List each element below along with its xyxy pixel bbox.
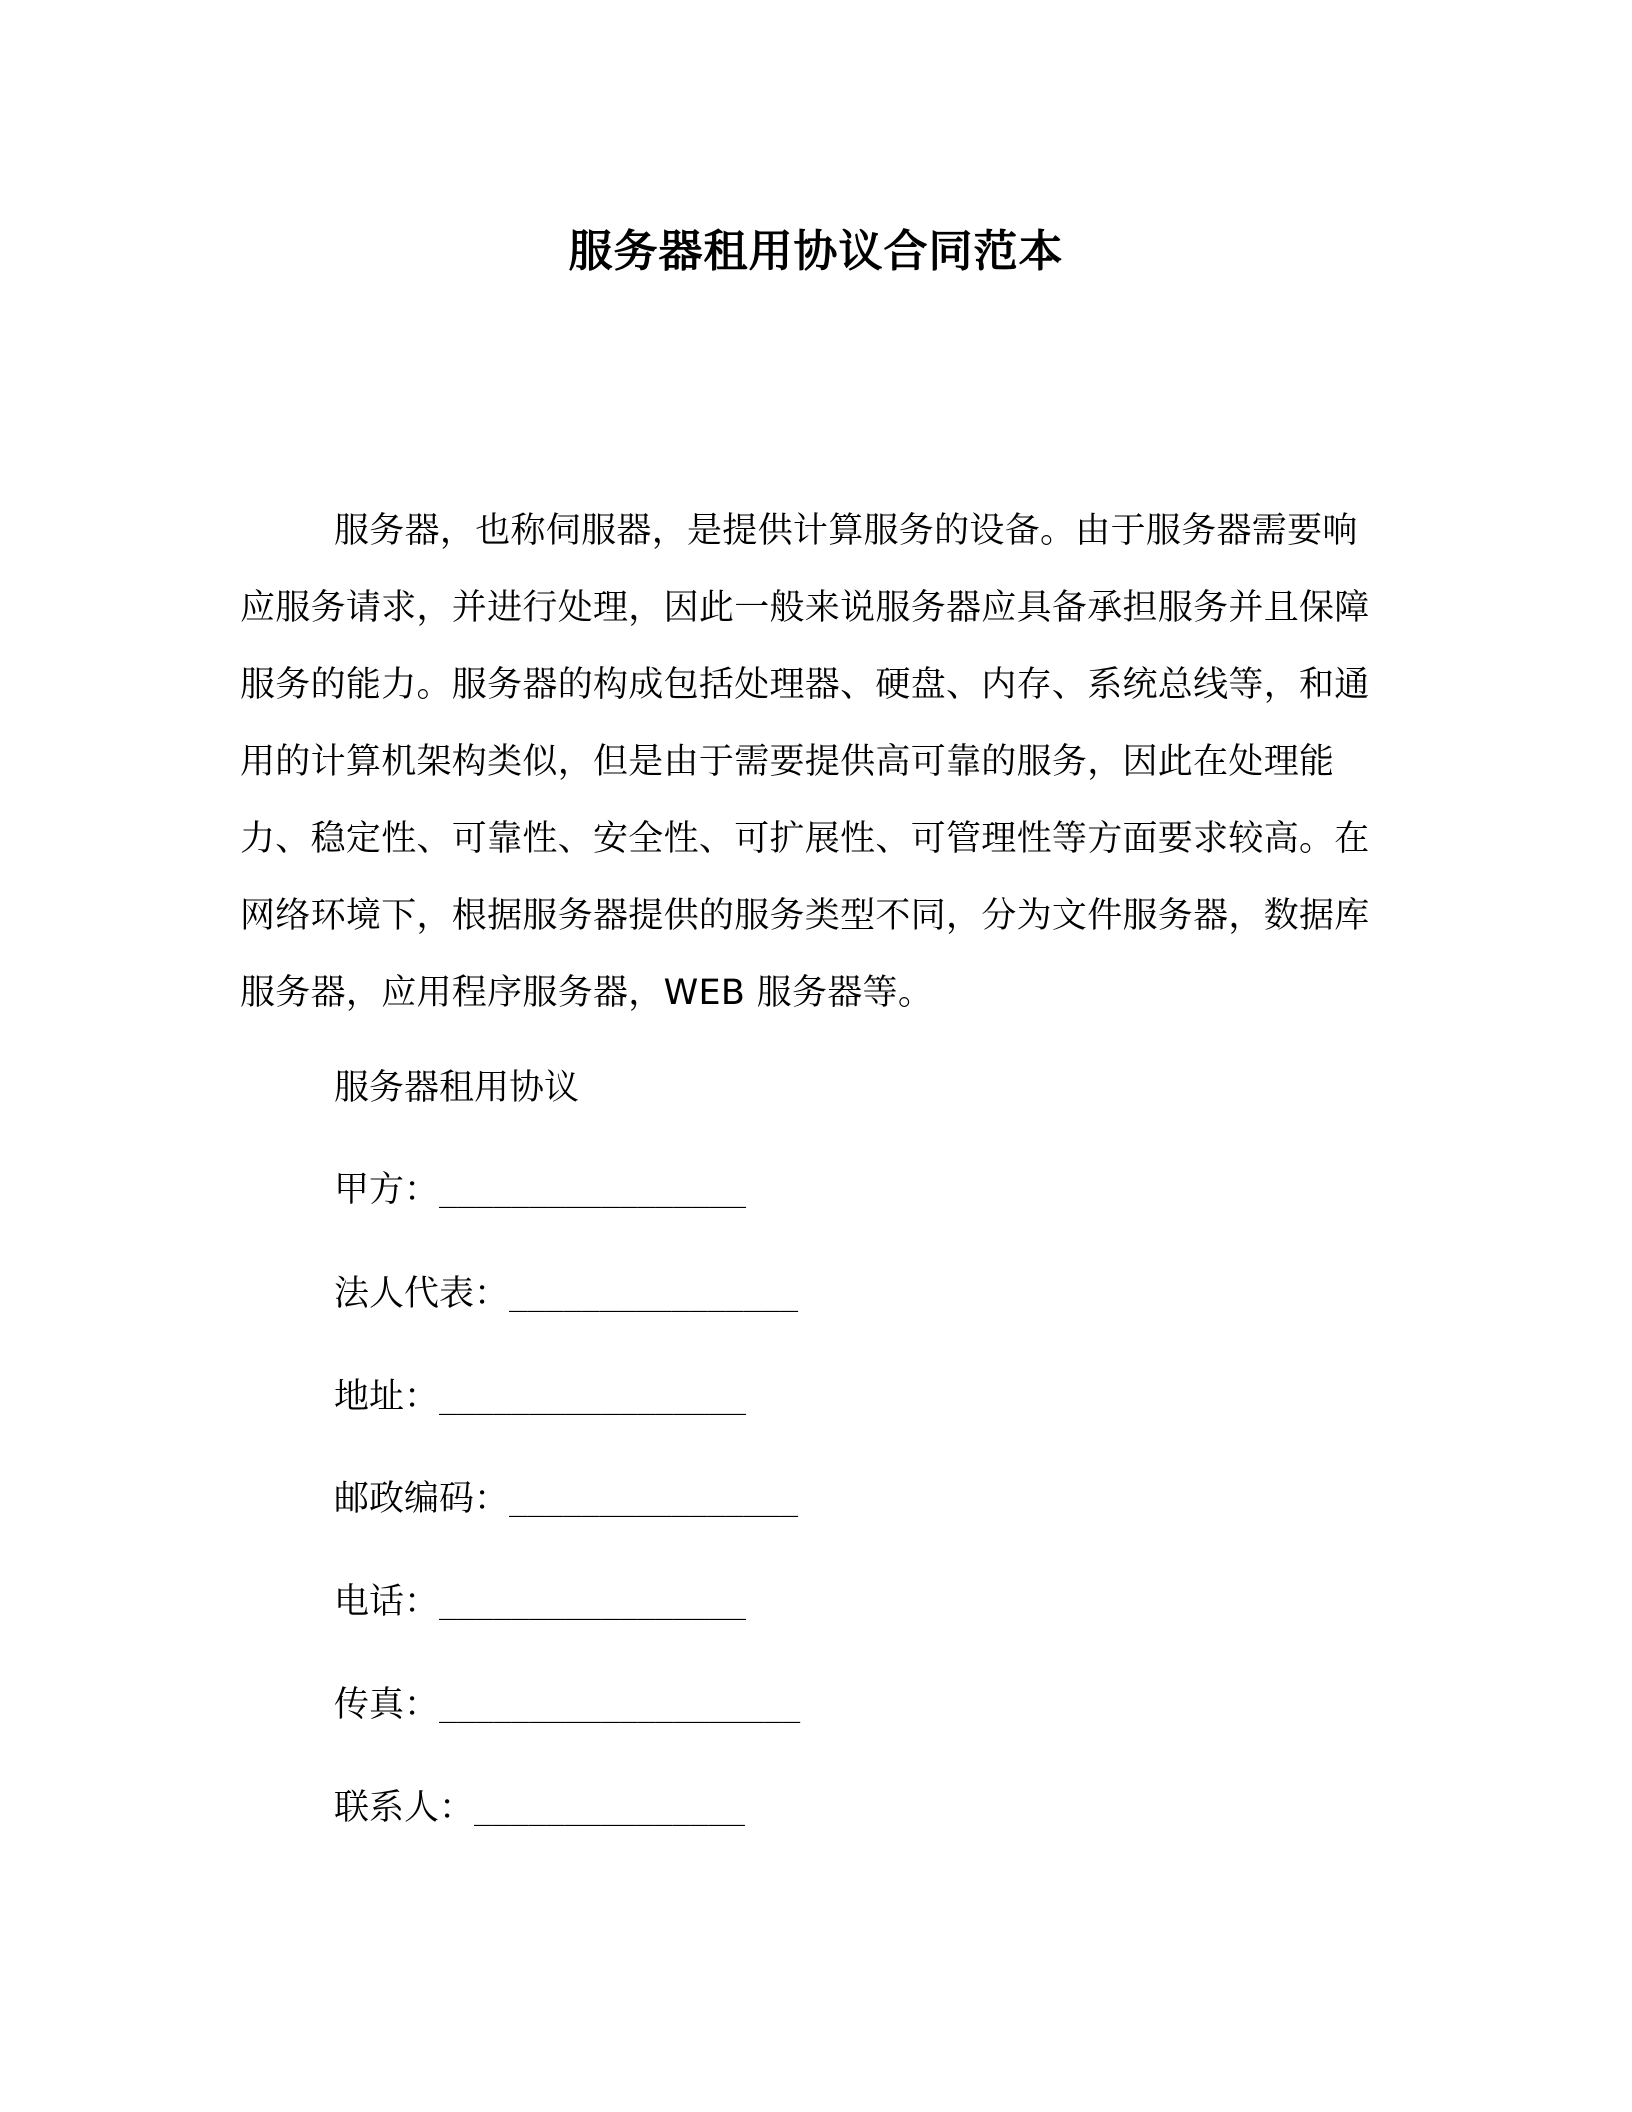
field-label: 邮政编码： bbox=[334, 1479, 510, 1519]
field-label: 法人代表： bbox=[334, 1274, 510, 1314]
fill-in-blank: ____________________ bbox=[439, 1689, 801, 1724]
field-label: 传真： bbox=[334, 1685, 440, 1725]
document-title: 服务器租用协议合同范本 bbox=[568, 226, 1064, 277]
fill-in-blank: ________________ bbox=[509, 1483, 798, 1518]
fill-in-blank: _________________ bbox=[439, 1586, 747, 1621]
fill-in-blank: _______________ bbox=[474, 1792, 745, 1827]
field-label: 联系人： bbox=[334, 1788, 475, 1828]
field-postal-code bbox=[334, 1469, 798, 1531]
field-label: 地址： bbox=[334, 1377, 440, 1417]
fill-in-blank: _________________ bbox=[439, 1381, 747, 1416]
field-party-a bbox=[334, 1160, 746, 1222]
fill-in-blank: _________________ bbox=[439, 1174, 747, 1209]
agreement-heading: 服务器租用协议 bbox=[334, 1068, 580, 1108]
field-fax bbox=[334, 1675, 800, 1737]
field-phone bbox=[334, 1572, 746, 1634]
fill-in-blank: ________________ bbox=[509, 1278, 798, 1313]
field-address bbox=[334, 1367, 746, 1429]
field-label: 电话： bbox=[334, 1582, 440, 1622]
field-legal-representative bbox=[334, 1264, 798, 1326]
field-contact-person bbox=[334, 1778, 745, 1840]
field-label: 甲方： bbox=[334, 1170, 440, 1210]
intro-paragraph: 服务器，也称伺服器，是提供计算服务的设备。由于服务器需要响应服务请求，并进行处理，因此一般来说服务器应具备承担服务并且保障服务的能力。服务器的构成包括处理器、硬盘、内存、系统总线等，和通用的计算机架构类似，但是由于需要提供高可靠的服务，因此在处理能力、稳定性、可靠性、安全性、可扩展性、可管理性等方面要求较高。在网络环境下，根据服务器提供的服务类型不同，分为文件服务器，数据库服务器，应用程序服务器，WEB 服务器等。 bbox=[240, 511, 1370, 1013]
